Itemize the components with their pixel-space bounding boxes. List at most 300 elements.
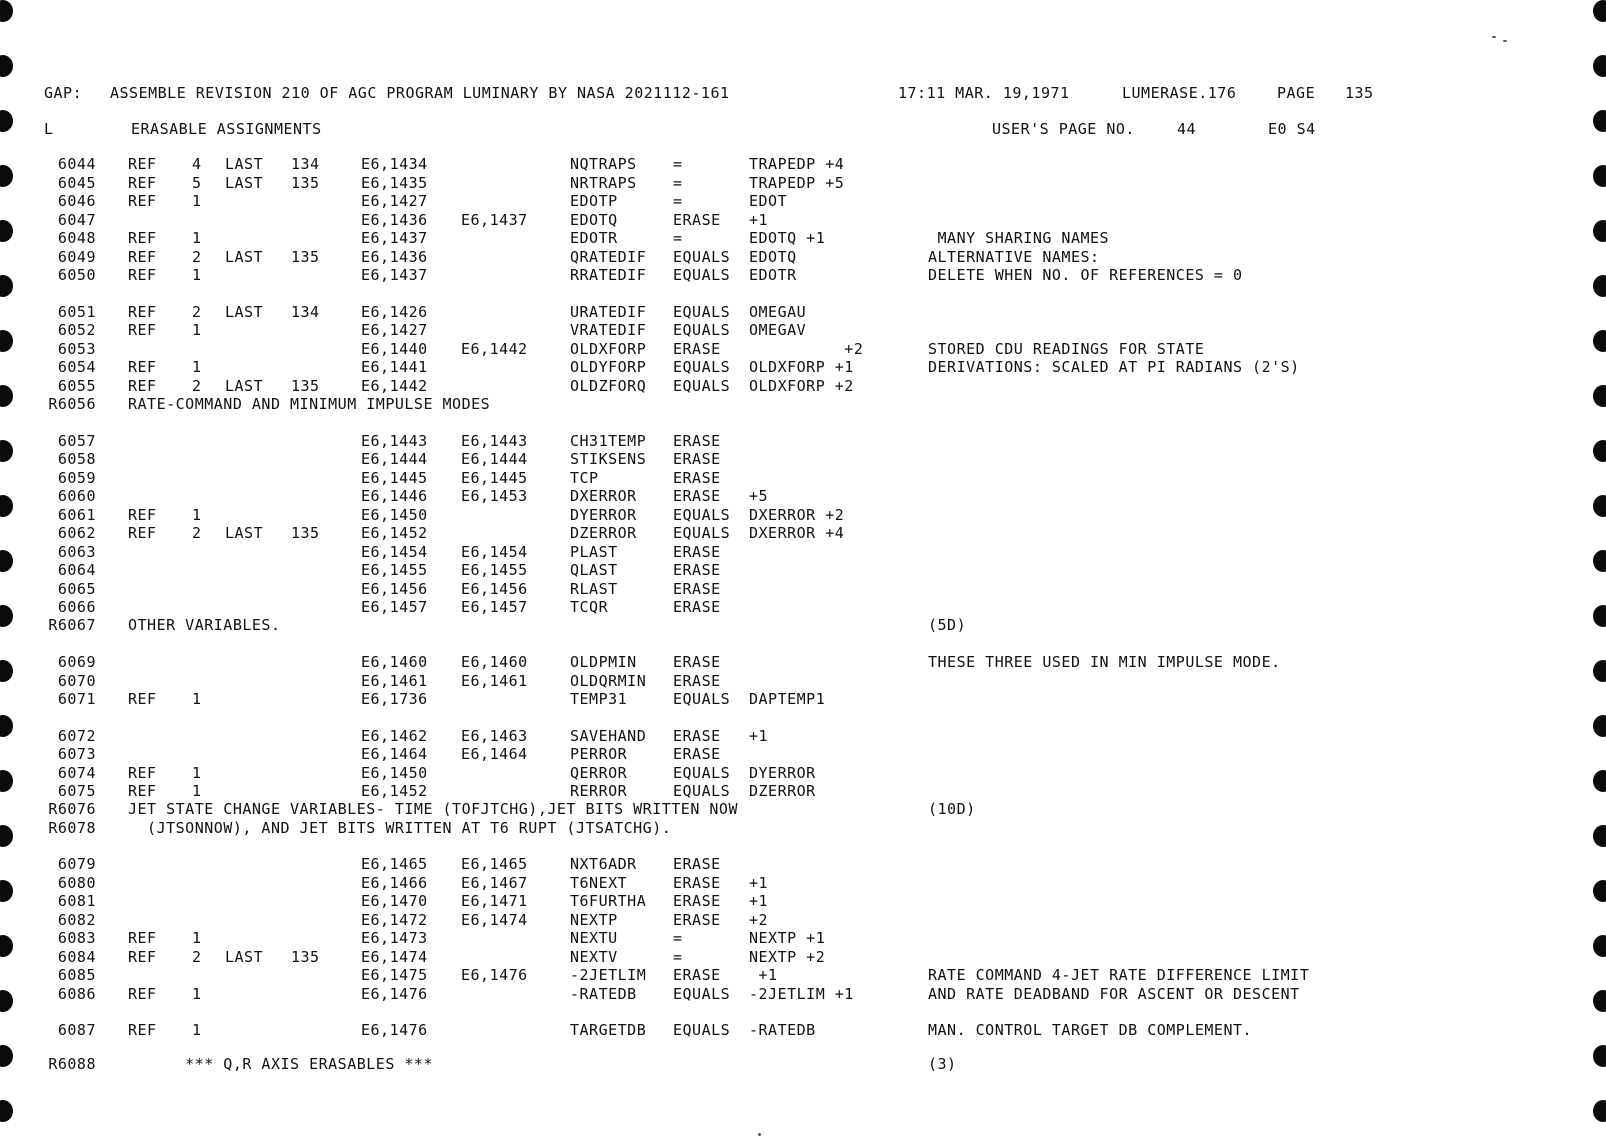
- symbol-label: DZERROR: [570, 524, 637, 542]
- ref-keyword: REF: [128, 690, 157, 708]
- ref-count: 1: [192, 985, 202, 1003]
- line-number: R6078: [48, 819, 96, 837]
- operand: DZERROR: [749, 782, 816, 800]
- address-end: E6,1437: [461, 211, 528, 229]
- last-page: 134: [291, 155, 320, 173]
- symbol-label: PERROR: [570, 745, 628, 763]
- comment: DERIVATIONS: SCALED AT PI RADIANS (2'S): [928, 358, 1300, 376]
- ref-count: 2: [192, 248, 202, 266]
- listing-row: [0, 892, 1606, 910]
- address-end: E6,1476: [461, 966, 528, 984]
- listing-row: [0, 266, 1606, 284]
- address-start: E6,1442: [361, 377, 428, 395]
- opcode: EQUALS: [673, 266, 731, 284]
- section-title: ERASABLE ASSIGNMENTS: [131, 120, 322, 138]
- address-start: E6,1445: [361, 469, 428, 487]
- listing-row: [0, 653, 1606, 671]
- line-number: 6086: [57, 985, 96, 1003]
- address-end: E6,1457: [461, 598, 528, 616]
- comment: AND RATE DEADBAND FOR ASCENT OR DESCENT: [928, 985, 1300, 1003]
- ref-count: 1: [192, 1021, 202, 1039]
- paper-speck: [1492, 36, 1496, 38]
- address-start: E6,1457: [361, 598, 428, 616]
- operand: -RATEDB: [749, 1021, 816, 1039]
- address-start: E6,1736: [361, 690, 428, 708]
- operand: OLDXFORP +2: [749, 377, 854, 395]
- opcode: EQUALS: [673, 524, 731, 542]
- address-start: E6,1465: [361, 855, 428, 873]
- operand: NEXTP +1: [749, 929, 826, 947]
- page-header: [0, 84, 1606, 102]
- opcode: ERASE: [673, 598, 721, 616]
- symbol-label: SAVEHAND: [570, 727, 647, 745]
- symbol-label: QRATEDIF: [570, 248, 647, 266]
- line-number: 6082: [57, 911, 96, 929]
- listing-row: [0, 855, 1606, 873]
- symbol-label: T6FURTHA: [570, 892, 647, 910]
- symbol-label: QLAST: [570, 561, 618, 579]
- symbol-label: -2JETLIM: [570, 966, 647, 984]
- comment: DELETE WHEN NO. OF REFERENCES = 0: [928, 266, 1243, 284]
- opcode: ERASE: [673, 874, 721, 892]
- symbol-label: NEXTP: [570, 911, 618, 929]
- ref-keyword: REF: [128, 358, 157, 376]
- remark-row: [0, 800, 1606, 818]
- opcode: =: [673, 229, 683, 247]
- address-start: E6,1450: [361, 764, 428, 782]
- opcode: ERASE: [673, 672, 721, 690]
- ref-keyword: REF: [128, 506, 157, 524]
- address-start: E6,1436: [361, 248, 428, 266]
- address-end: E6,1455: [461, 561, 528, 579]
- operand: TRAPEDP +5: [749, 174, 845, 192]
- remark-text: OTHER VARIABLES.: [128, 616, 281, 634]
- operand: EDOTQ: [749, 248, 797, 266]
- operand: OLDXFORP +1: [749, 358, 854, 376]
- opcode: ERASE: [673, 855, 721, 873]
- listing-row: [0, 340, 1606, 358]
- ref-count: 2: [192, 524, 202, 542]
- address-start: E6,1464: [361, 745, 428, 763]
- line-number: 6062: [57, 524, 96, 542]
- line-number: R6056: [48, 395, 96, 413]
- address-start: E6,1427: [361, 321, 428, 339]
- page-label: PAGE: [1277, 84, 1316, 102]
- last-keyword: LAST: [225, 524, 264, 542]
- ref-keyword: REF: [128, 524, 157, 542]
- listing-row: [0, 543, 1606, 561]
- line-number: 6054: [57, 358, 96, 376]
- ref-keyword: REF: [128, 929, 157, 947]
- line-number: R6088: [48, 1055, 96, 1073]
- address-start: E6,1452: [361, 782, 428, 800]
- symbol-label: OLDQRMIN: [570, 672, 647, 690]
- listing-row: [0, 745, 1606, 763]
- line-number: 6057: [57, 432, 96, 450]
- symbol-label: NEXTV: [570, 948, 618, 966]
- listing-row: [0, 229, 1606, 247]
- user-page-label: USER'S PAGE NO.: [992, 120, 1135, 138]
- ref-keyword: REF: [128, 155, 157, 173]
- listing-row: [0, 764, 1606, 782]
- listing-row: [0, 487, 1606, 505]
- opcode: EQUALS: [673, 782, 731, 800]
- operand: +1: [749, 211, 769, 229]
- symbol-label: TARGETDB: [570, 1021, 647, 1039]
- symbol-label: URATEDIF: [570, 303, 647, 321]
- sprocket-hole: [1593, 0, 1606, 22]
- opcode: EQUALS: [673, 764, 731, 782]
- paper-speck: [1503, 40, 1507, 42]
- operand: DXERROR +4: [749, 524, 845, 542]
- sprocket-hole: [0, 55, 13, 77]
- remark-text: RATE-COMMAND AND MINIMUM IMPULSE MODES: [128, 395, 491, 413]
- ref-count: 2: [192, 948, 202, 966]
- listing-row: [0, 303, 1606, 321]
- operand: +2: [749, 340, 864, 358]
- symbol-label: OLDXFORP: [570, 340, 647, 358]
- operand: +1: [749, 727, 769, 745]
- operand: +1: [749, 966, 778, 984]
- address-start: E6,1436: [361, 211, 428, 229]
- line-number: 6087: [57, 1021, 96, 1039]
- address-start: E6,1456: [361, 580, 428, 598]
- line-number: 6058: [57, 450, 96, 468]
- address-end: E6,1460: [461, 653, 528, 671]
- gap-label: GAP:: [44, 84, 83, 102]
- ref-keyword: REF: [128, 303, 157, 321]
- line-number: 6048: [57, 229, 96, 247]
- remark-text: JET STATE CHANGE VARIABLES- TIME (TOFJTCHG),JET BITS WRITTEN NOW: [128, 800, 738, 818]
- symbol-label: TCQR: [570, 598, 609, 616]
- address-end: E6,1471: [461, 892, 528, 910]
- ref-keyword: REF: [128, 985, 157, 1003]
- opcode: =: [673, 155, 683, 173]
- ref-count: 4: [192, 155, 202, 173]
- comment: MANY SHARING NAMES: [928, 229, 1110, 247]
- symbol-label: RLAST: [570, 580, 618, 598]
- symbol-label: TCP: [570, 469, 599, 487]
- remark-row: [0, 1055, 1606, 1073]
- opcode: EQUALS: [673, 690, 731, 708]
- opcode: =: [673, 929, 683, 947]
- line-number: 6052: [57, 321, 96, 339]
- opcode: ERASE: [673, 911, 721, 929]
- listing-row: [0, 929, 1606, 947]
- address-end: E6,1444: [461, 450, 528, 468]
- ref-count: 1: [192, 506, 202, 524]
- symbol-label: OLDPMIN: [570, 653, 637, 671]
- line-number: 6070: [57, 672, 96, 690]
- address-start: E6,1437: [361, 229, 428, 247]
- address-start: E6,1437: [361, 266, 428, 284]
- opcode: EQUALS: [673, 985, 731, 1003]
- ref-count: 1: [192, 321, 202, 339]
- opcode: ERASE: [673, 892, 721, 910]
- listing-row: [0, 248, 1606, 266]
- address-end: E6,1463: [461, 727, 528, 745]
- comment: MAN. CONTROL TARGET DB COMPLEMENT.: [928, 1021, 1253, 1039]
- last-page: 135: [291, 948, 320, 966]
- address-end: E6,1461: [461, 672, 528, 690]
- opcode: ERASE: [673, 561, 721, 579]
- listing-row: [0, 782, 1606, 800]
- last-page: 135: [291, 377, 320, 395]
- address-start: E6,1444: [361, 450, 428, 468]
- sprocket-hole: [0, 0, 13, 22]
- sprocket-hole: [0, 1100, 13, 1122]
- comment: (10D): [928, 800, 976, 818]
- listing-row: [0, 432, 1606, 450]
- address-start: E6,1450: [361, 506, 428, 524]
- address-start: E6,1443: [361, 432, 428, 450]
- opcode: EQUALS: [673, 358, 731, 376]
- line-number: 6085: [57, 966, 96, 984]
- opcode: =: [673, 192, 683, 210]
- operand: TRAPEDP +4: [749, 155, 845, 173]
- ref-count: 1: [192, 192, 202, 210]
- symbol-label: TEMP31: [570, 690, 628, 708]
- listing-row: [0, 192, 1606, 210]
- opcode: ERASE: [673, 432, 721, 450]
- last-keyword: LAST: [225, 248, 264, 266]
- opcode: ERASE: [673, 487, 721, 505]
- operand: +2: [749, 911, 769, 929]
- last-page: 134: [291, 303, 320, 321]
- address-start: E6,1440: [361, 340, 428, 358]
- address-start: E6,1427: [361, 192, 428, 210]
- operand: DAPTEMP1: [749, 690, 826, 708]
- line-number: 6065: [57, 580, 96, 598]
- line-number: 6061: [57, 506, 96, 524]
- symbol-label: DXERROR: [570, 487, 637, 505]
- address-start: E6,1452: [361, 524, 428, 542]
- listing-row: [0, 727, 1606, 745]
- remark-row: [0, 616, 1606, 634]
- line-number: 6071: [57, 690, 96, 708]
- symbol-label: NRTRAPS: [570, 174, 637, 192]
- line-number: 6083: [57, 929, 96, 947]
- comment: ALTERNATIVE NAMES:: [928, 248, 1100, 266]
- ref-count: 2: [192, 303, 202, 321]
- ref-keyword: REF: [128, 321, 157, 339]
- ref-keyword: REF: [128, 764, 157, 782]
- symbol-label: PLAST: [570, 543, 618, 561]
- line-number: 6073: [57, 745, 96, 763]
- address-end: E6,1465: [461, 855, 528, 873]
- comment: STORED CDU READINGS FOR STATE: [928, 340, 1205, 358]
- page-number: 135: [1345, 84, 1374, 102]
- address-end: E6,1453: [461, 487, 528, 505]
- sprocket-hole: [1593, 55, 1606, 77]
- opcode: EQUALS: [673, 377, 731, 395]
- listing-row: [0, 211, 1606, 229]
- address-start: E6,1470: [361, 892, 428, 910]
- ref-keyword: REF: [128, 192, 157, 210]
- address-end: E6,1445: [461, 469, 528, 487]
- listing-row: [0, 524, 1606, 542]
- comment: THESE THREE USED IN MIN IMPULSE MODE.: [928, 653, 1281, 671]
- ref-keyword: REF: [128, 948, 157, 966]
- line-number: 6075: [57, 782, 96, 800]
- line-number: 6049: [57, 248, 96, 266]
- opcode: EQUALS: [673, 321, 731, 339]
- address-start: E6,1473: [361, 929, 428, 947]
- operand: DXERROR +2: [749, 506, 845, 524]
- listing-row: [0, 377, 1606, 395]
- opcode: ERASE: [673, 543, 721, 561]
- last-page: 135: [291, 248, 320, 266]
- symbol-label: QERROR: [570, 764, 628, 782]
- opcode: ERASE: [673, 966, 721, 984]
- symbol-label: OLDYFORP: [570, 358, 647, 376]
- listing-row: [0, 358, 1606, 376]
- listing-row: [0, 966, 1606, 984]
- listing-row: [0, 911, 1606, 929]
- ref-count: 1: [192, 358, 202, 376]
- address-end: E6,1442: [461, 340, 528, 358]
- address-start: E6,1454: [361, 543, 428, 561]
- address-end: E6,1474: [461, 911, 528, 929]
- symbol-label: -RATEDB: [570, 985, 637, 1003]
- ref-count: 1: [192, 690, 202, 708]
- symbol-label: NEXTU: [570, 929, 618, 947]
- listing-row: [0, 985, 1606, 1003]
- line-number: 6081: [57, 892, 96, 910]
- ref-count: 5: [192, 174, 202, 192]
- ref-count: 1: [192, 782, 202, 800]
- listing-row: [0, 580, 1606, 598]
- operand: NEXTP +2: [749, 948, 826, 966]
- operand: -2JETLIM +1: [749, 985, 854, 1003]
- operand: DYERROR: [749, 764, 816, 782]
- listing-row: [0, 174, 1606, 192]
- ref-count: 1: [192, 266, 202, 284]
- address-start: E6,1455: [361, 561, 428, 579]
- line-number: 6050: [57, 266, 96, 284]
- symbol-label: VRATEDIF: [570, 321, 647, 339]
- line-number: 6069: [57, 653, 96, 671]
- symbol-label: RERROR: [570, 782, 628, 800]
- line-number: 6060: [57, 487, 96, 505]
- operand: +5: [749, 487, 769, 505]
- address-start: E6,1461: [361, 672, 428, 690]
- line-number: 6053: [57, 340, 96, 358]
- remark-row: [0, 819, 1606, 837]
- ref-count: 1: [192, 229, 202, 247]
- remark-text: *** Q,R AXIS ERASABLES ***: [128, 1055, 433, 1073]
- address-start: E6,1441: [361, 358, 428, 376]
- line-number: 6084: [57, 948, 96, 966]
- line-number: R6076: [48, 800, 96, 818]
- opcode: ERASE: [673, 653, 721, 671]
- ref-keyword: REF: [128, 782, 157, 800]
- address-start: E6,1466: [361, 874, 428, 892]
- address-start: E6,1462: [361, 727, 428, 745]
- symbol-label: EDOTP: [570, 192, 618, 210]
- address-start: E6,1476: [361, 1021, 428, 1039]
- symbol-label: DYERROR: [570, 506, 637, 524]
- comment: RATE COMMAND 4-JET RATE DIFFERENCE LIMIT: [928, 966, 1310, 984]
- listing-row: [0, 561, 1606, 579]
- opcode: EQUALS: [673, 248, 731, 266]
- opcode: ERASE: [673, 340, 721, 358]
- opcode: EQUALS: [673, 303, 731, 321]
- line-number: 6079: [57, 855, 96, 873]
- operand: +1: [749, 874, 769, 892]
- paper-speck: [758, 1133, 761, 1136]
- listing-row: [0, 874, 1606, 892]
- line-number: 6051: [57, 303, 96, 321]
- line-number: 6046: [57, 192, 96, 210]
- address-start: E6,1475: [361, 966, 428, 984]
- address-start: E6,1472: [361, 911, 428, 929]
- symbol-label: EDOTR: [570, 229, 618, 247]
- listing-code: L: [44, 120, 54, 138]
- opcode: ERASE: [673, 580, 721, 598]
- line-number: 6074: [57, 764, 96, 782]
- listing-row: [0, 598, 1606, 616]
- symbol-label: NQTRAPS: [570, 155, 637, 173]
- symbol-label: EDOTQ: [570, 211, 618, 229]
- last-keyword: LAST: [225, 948, 264, 966]
- symbol-label: RRATEDIF: [570, 266, 647, 284]
- line-number: 6063: [57, 543, 96, 561]
- ref-keyword: REF: [128, 229, 157, 247]
- listing-row: [0, 690, 1606, 708]
- listing-row: [0, 672, 1606, 690]
- listing-row: [0, 321, 1606, 339]
- line-number: 6044: [57, 155, 96, 173]
- line-number: 6064: [57, 561, 96, 579]
- comment: (3): [928, 1055, 957, 1073]
- opcode: EQUALS: [673, 506, 731, 524]
- operand: EDOTR: [749, 266, 797, 284]
- line-number: 6045: [57, 174, 96, 192]
- listing-row: [0, 469, 1606, 487]
- address-end: E6,1467: [461, 874, 528, 892]
- symbol-label: STIKSENS: [570, 450, 647, 468]
- opcode: =: [673, 174, 683, 192]
- symbol-label: NXT6ADR: [570, 855, 637, 873]
- operand: EDOT: [749, 192, 788, 210]
- remark-text: (JTSONNOW), AND JET BITS WRITTEN AT T6 RUPT (JTSATCHG).: [128, 819, 672, 837]
- last-keyword: LAST: [225, 303, 264, 321]
- address-start: E6,1446: [361, 487, 428, 505]
- opcode: =: [673, 948, 683, 966]
- address-start: E6,1460: [361, 653, 428, 671]
- ref-keyword: REF: [128, 377, 157, 395]
- symbol-label: T6NEXT: [570, 874, 628, 892]
- address-end: E6,1443: [461, 432, 528, 450]
- line-number: 6055: [57, 377, 96, 395]
- operand: +1: [749, 892, 769, 910]
- section-code: E0 S4: [1268, 120, 1316, 138]
- assembly-datetime: 17:11 MAR. 19,1971: [898, 84, 1070, 102]
- operand: EDOTQ +1: [749, 229, 826, 247]
- ref-keyword: REF: [128, 266, 157, 284]
- comment: (5D): [928, 616, 967, 634]
- address-end: E6,1456: [461, 580, 528, 598]
- last-keyword: LAST: [225, 174, 264, 192]
- address-end: E6,1464: [461, 745, 528, 763]
- opcode: ERASE: [673, 450, 721, 468]
- section-header: [0, 120, 1606, 138]
- sprocket-hole: [1593, 1100, 1606, 1122]
- opcode: ERASE: [673, 469, 721, 487]
- line-number: R6067: [48, 616, 96, 634]
- last-page: 135: [291, 174, 320, 192]
